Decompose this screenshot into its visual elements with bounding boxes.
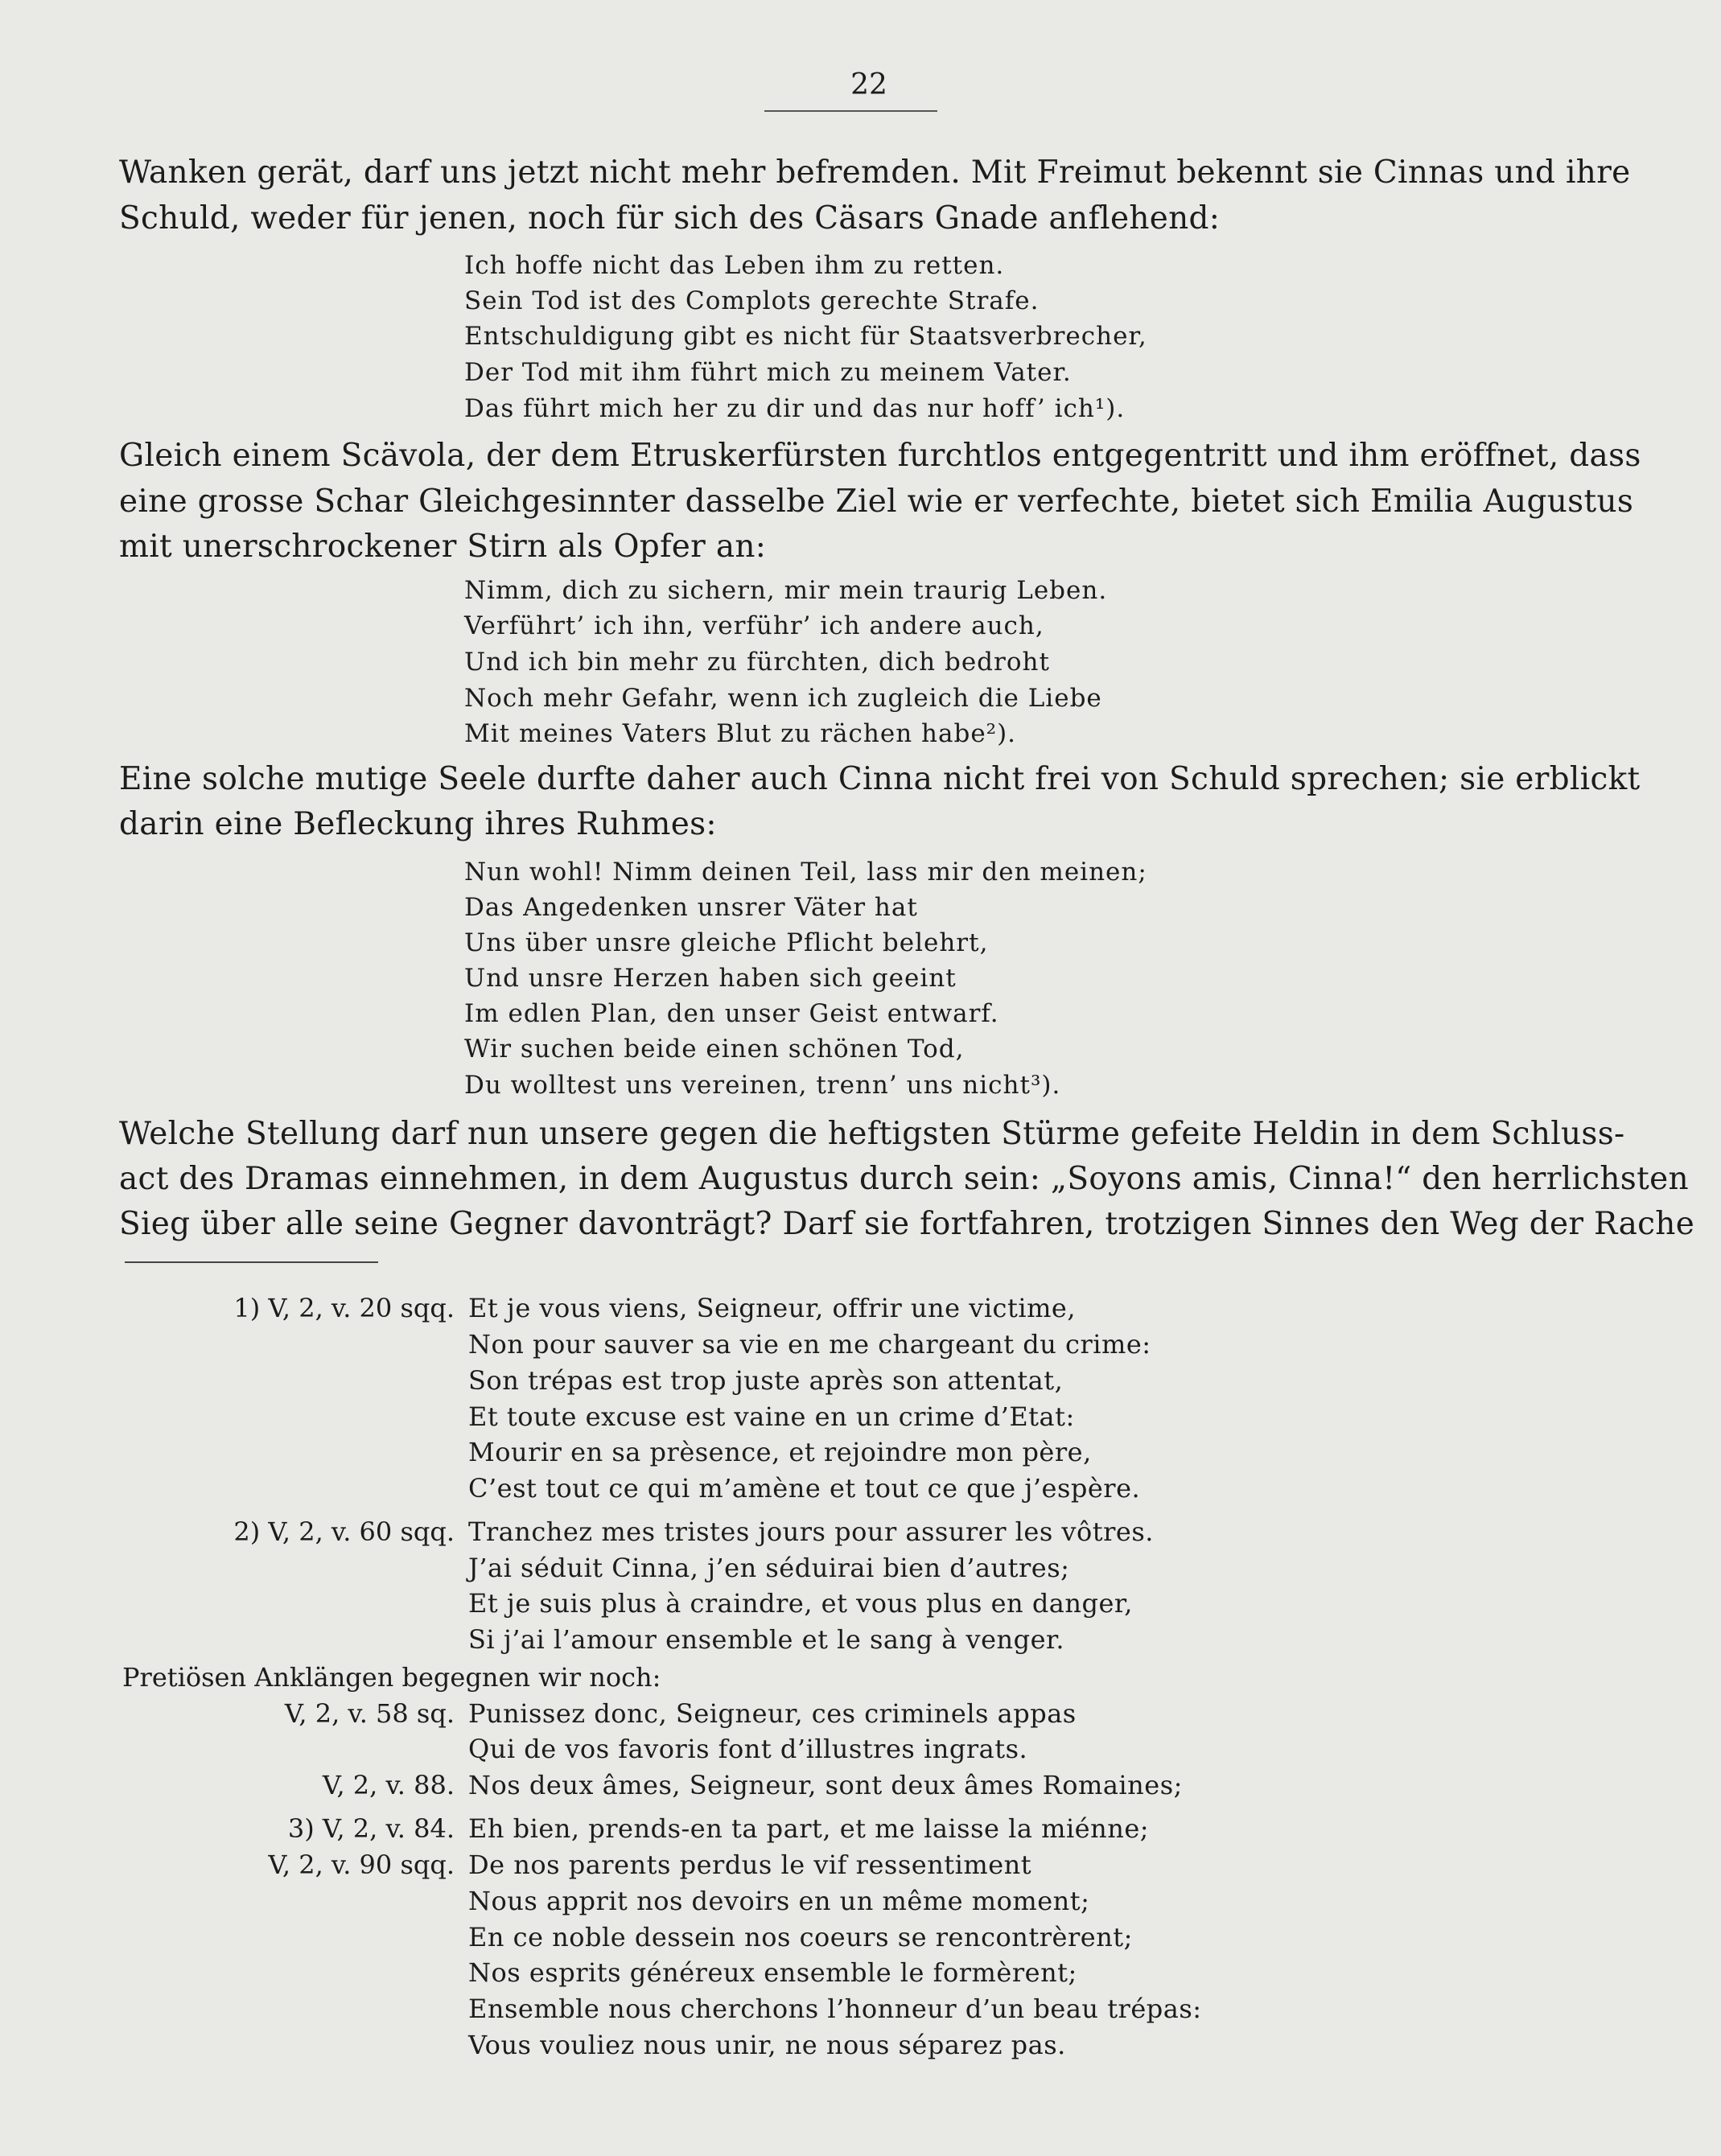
verse-line: Noch mehr Gefahr, wenn ich zugleich die Liebe	[464, 684, 1102, 713]
body-line: Welche Stellung darf nun unsere gegen die heftigsten Stürme gefeite Heldin in dem Schluss-	[119, 1116, 1625, 1152]
verse-line: Ich hoffe nicht das Leben ihm zu retten.	[464, 251, 1005, 280]
body-line: Sieg über alle seine Gegner davonträgt? Darf sie fortfahren, trotzigen Sinnes den Weg der Rache	[119, 1206, 1695, 1242]
verse-line: Der Tod mit ihm führt mich zu meinem Vater.	[464, 358, 1072, 387]
footnote-line: Ensemble nous cherchons l’honneur d’un beau trépas:	[468, 1993, 1202, 2024]
footnote-reference: V, 2, v. 58 sq.	[284, 1698, 455, 1729]
footnote-line: Nos deux âmes, Seigneur, sont deux âmes Romaines;	[468, 1770, 1183, 1800]
body-line: Wanken gerät, darf uns jetzt nicht mehr befremden. Mit Freimut bekennt sie Cinnas und ihre	[119, 154, 1631, 191]
footnote-line: Punissez donc, Seigneur, ces criminels appas	[468, 1698, 1077, 1729]
footnote-line: Et je suis plus à craindre, et vous plus en danger,	[468, 1588, 1133, 1619]
footnote-reference: 2) V, 2, v. 60 sqq.	[233, 1516, 455, 1547]
footnote-reference: V, 2, v. 90 sqq.	[268, 1849, 455, 1880]
footnote-line: Mourir en sa prèsence, et rejoindre mon père,	[468, 1437, 1092, 1467]
body-line: mit unerschrockener Stirn als Opfer an:	[119, 529, 767, 565]
footnote-line: De nos parents perdus le vif ressentiment	[468, 1849, 1032, 1880]
verse-line: Verführt’ ich ihn, verführ’ ich andere auch,	[464, 611, 1044, 640]
verse-line: Das Angedenken unsrer Väter hat	[464, 893, 918, 922]
footnote-reference: V, 2, v. 88.	[322, 1770, 455, 1800]
body-line: Schuld, weder für jenen, noch für sich des Cäsars Gnade anflehend:	[119, 200, 1221, 237]
page-number-rule	[764, 110, 937, 112]
body-line: eine grosse Schar Gleichgesinnter dasselbe Ziel wie er verfechte, bietet sich Emilia Augustus	[119, 483, 1634, 520]
footnote-separator	[125, 1261, 378, 1263]
footnote-reference: 3) V, 2, v. 84.	[287, 1813, 455, 1844]
footnote-line: Eh bien, prends-en ta part, et me laisse la miénne;	[468, 1813, 1150, 1844]
footnote-line: Et toute excuse est vaine en un crime d’Etat:	[468, 1401, 1075, 1432]
verse-line: Nun wohl! Nimm deinen Teil, lass mir den meinen;	[464, 858, 1147, 887]
verse-line: Und unsre Herzen haben sich geeint	[464, 964, 957, 993]
footnote-line: Tranchez mes tristes jours pour assurer les vôtres.	[468, 1516, 1154, 1547]
footnote-line: Nous apprit nos devoirs en un même moment;	[468, 1886, 1090, 1916]
footnote-line: J’ai séduit Cinna, j’en séduirai bien d’autres;	[468, 1553, 1070, 1583]
verse-line: Nimm, dich zu sichern, mir mein traurig Leben.	[464, 576, 1108, 605]
verse-line: Sein Tod ist des Complots gerechte Strafe.	[464, 286, 1040, 315]
verse-line: Und ich bin mehr zu fürchten, dich bedroht	[464, 648, 1050, 677]
footnote-line: Nos esprits généreux ensemble le formèrent;	[468, 1957, 1077, 1988]
footnote-line: Son trépas est trop juste après son attentat,	[468, 1365, 1064, 1396]
verse-line: Entschuldigung gibt es nicht für Staatsverbrecher,	[464, 322, 1147, 351]
footnote-text: Pretiösen Anklängen begegnen wir noch:	[122, 1662, 661, 1693]
footnote-line: Si j’ai l’amour ensemble et le sang à venger.	[468, 1624, 1064, 1655]
body-line: act des Dramas einnehmen, in dem Augustus durch sein: „Soyons amis, Cinna!“ den herrlichsten	[119, 1161, 1689, 1197]
footnote-line: Non pour sauver sa vie en me chargeant du crime:	[468, 1329, 1151, 1360]
verse-line: Du wolltest uns vereinen, trenn’ uns nicht³).	[464, 1071, 1061, 1100]
body-line: Eine solche mutige Seele durfte daher auch Cinna nicht frei von Schuld sprechen; sie erblickt	[119, 761, 1641, 797]
verse-line: Mit meines Vaters Blut zu rächen habe²).	[464, 719, 1017, 748]
verse-line: Uns über unsre gleiche Pflicht belehrt,	[464, 928, 989, 957]
footnote-line: Qui de vos favoris font d’illustres ingrats.	[468, 1734, 1028, 1764]
verse-line: Wir suchen beide einen schönen Tod,	[464, 1035, 965, 1064]
footnote-line: Et je vous viens, Seigneur, offrir une victime,	[468, 1293, 1077, 1323]
verse-line: Das führt mich her zu dir und das nur hoff’ ich¹).	[464, 394, 1126, 423]
footnote-line: C’est tout ce qui m’amène et tout ce que j’espère.	[468, 1473, 1141, 1504]
page-number: 22	[850, 68, 887, 101]
verse-line: Im edlen Plan, den unser Geist entwarf.	[464, 999, 999, 1028]
body-line: Gleich einem Scävola, der dem Etruskerfürsten furchtlos entgegentritt und ihm eröffnet, dass	[119, 438, 1641, 474]
footnote-reference: 1) V, 2, v. 20 sqq.	[233, 1293, 455, 1323]
footnote-line: En ce noble dessein nos coeurs se rencontrèrent;	[468, 1922, 1133, 1952]
body-line: darin eine Befleckung ihres Ruhmes:	[119, 806, 717, 842]
footnote-line: Vous vouliez nous unir, ne nous séparez pas.	[468, 2030, 1066, 2060]
